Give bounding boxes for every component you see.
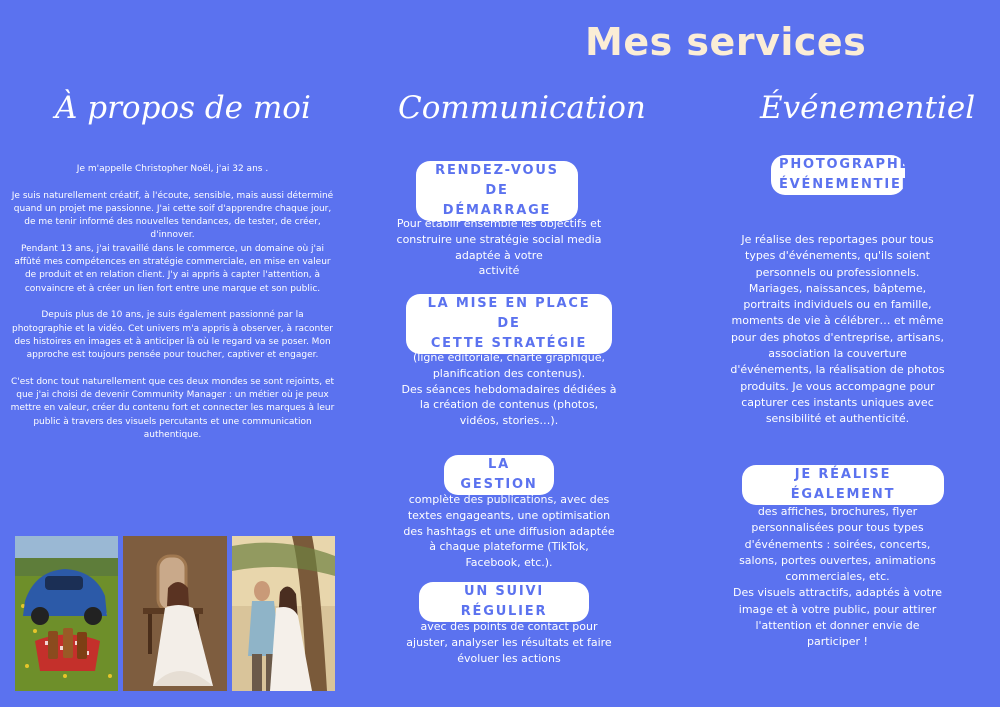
pill-egalement: JE RÉALISE ÉGALEMENT <box>742 465 944 505</box>
pregnancy-couple-photo <box>232 536 335 691</box>
pill-rendez-vous: RENDEZ-VOUS DE DÉMARRAGE <box>416 161 578 221</box>
evenementiel-heading: Événementiel <box>760 90 976 126</box>
rendez-vous-text: Pour établir ensemble les objectifs et construire une stratégie social media adaptée à votre activité <box>396 217 602 278</box>
pill-gestion: LA GESTION <box>444 455 554 495</box>
photographe-text: Je réalise des reportages pour tous types d'événements, qu'ils soient personnels ou professionnels. Mariages, naissances, bâpteme, portraits individuels ou en famille, moments de vie à célébrer… et même pour des photos d'entreprise, artisans, association la couverture d'événements, la réalisation de photos produits. Je vous accompagne pour capturer ces instants uniques avec sensibilité et authenticité. <box>730 233 945 426</box>
pill-mise-en-place: LA MISE EN PLACE DE CETTE STRATÉGIE <box>406 294 612 354</box>
bride-photo <box>123 536 227 691</box>
pill-suivi: UN SUIVI RÉGULIER <box>419 582 589 622</box>
egalement-text: des affiches, brochures, flyer personnalisées pour tous types d'événements : soirées, concerts, salons, portes ouvertes, animations commerciales, etc. Des visuels attractifs, adaptés à votre image et à votre public, pour attirer l'attention et donner envie de participer ! <box>732 505 943 649</box>
about-text: Je m'appelle Christopher Noël, j'ai 32 ans . Je suis naturellement créatif, à l'écoute, sensible, mais aussi déterminé quand un projet me passionne. J'ai cette soif d'apprendre chaque jour, de me tenir informé des nouvelles tendances, de tester, de créer, d'innover. Pendant 13 ans, j'ai travaillé dans le commerce, un domaine où j'ai affûté mes compétences en stratégie commerciale, en mise en valeur de produit et en relation client. J'y ai appris à capter l'attention, à convaincre et à créer un lien fort entre une marque et son public. Depuis plus de 10 ans, je suis également passionné par la photographie et la vidéo. Cet univers m'a appris à observer, à raconter des histoires en images et à anticiper là où le regard va se poser. Mon approche est toujours pensée pour toucher, captiver et engager. C'est donc tout naturellement que ces deux mondes se sont rejoints, et que j'ai choisi de devenir Community Manager : un métier où je peux mettre en valeur, créer du contenu fort et connecter les marques à leur public à travers des visuels percutants et une communication authentique. <box>10 164 335 440</box>
gestion-text: complète des publications, avec des textes engageants, une optimisation des hashtags et une diffusion adaptée à chaque plateforme (TikTok, Facebook, etc.). <box>403 493 615 570</box>
suivi-text: avec des points de contact pour ajuster, analyser les résultats et faire évoluer les actions <box>406 620 612 665</box>
page-title: Mes services <box>585 20 867 64</box>
pill-photographe: PHOTOGRAPHE ÉVÉNEMENTIEL <box>771 155 905 195</box>
communication-heading: Communication <box>398 90 646 126</box>
mise-en-place-text: (ligne éditoriale, charte graphique, planification des contenus). Des séances hebdomadaires dédiées à la création de contenus (photos, vidéos, stories…). <box>401 351 617 428</box>
about-heading: À propos de moi <box>55 90 311 126</box>
vintage-car-photo <box>15 536 118 691</box>
